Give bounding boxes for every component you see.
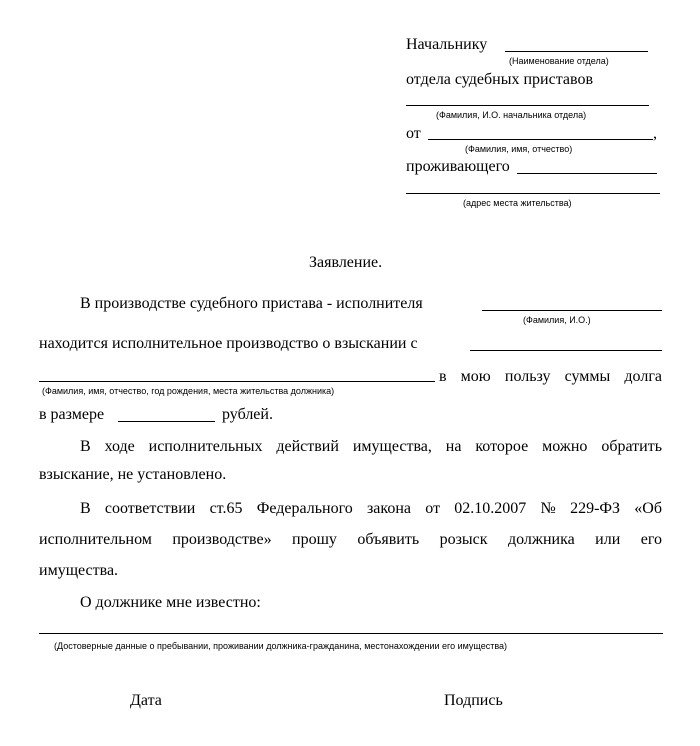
hint-info: (Достоверные данные о пребывании, проживании должника-гражданина, местонахождении его имущества) bbox=[54, 641, 508, 651]
address-blank bbox=[406, 193, 660, 194]
p2-line1: В ходе исполнительных действий имущества, на которое можно обратить bbox=[80, 438, 662, 455]
amount-blank bbox=[118, 421, 215, 422]
p1-line3-end: в мою пользу суммы долга bbox=[439, 368, 662, 385]
p1-start: В производстве судебного пристава - исполнителя bbox=[80, 295, 423, 312]
p3-line1: В соответствии ст.65 Федерального закона от 02.10.2007 № 229-ФЗ «Об bbox=[80, 500, 662, 517]
residing-blank bbox=[517, 173, 657, 174]
from-label: от bbox=[406, 125, 421, 142]
p3-line2: исполнительном производстве» прошу объявить розыск должника или его bbox=[39, 531, 662, 548]
department-blank bbox=[406, 105, 649, 106]
info-blank bbox=[39, 633, 663, 634]
p4: О должнике мне известно: bbox=[80, 594, 261, 611]
hint-debtor: (Фамилия, имя, отчество, год рождения, места жительства должника) bbox=[42, 386, 335, 396]
to-head-label: Начальнику bbox=[406, 36, 488, 53]
applicant-name-blank bbox=[428, 139, 653, 140]
comma: , bbox=[653, 125, 657, 142]
p1-amount-suffix: рублей. bbox=[222, 406, 273, 423]
bailiff-blank bbox=[482, 310, 662, 311]
head-name-blank bbox=[505, 51, 648, 52]
hint-applicant-name: (Фамилия, имя, отчество) bbox=[465, 144, 573, 154]
document-title: Заявление. bbox=[309, 254, 383, 271]
hint-head-name: (Фамилия, И.О. начальника отдела) bbox=[436, 110, 587, 120]
hint-department: (Наименование отдела) bbox=[509, 56, 609, 66]
residing-label: проживающего bbox=[406, 158, 510, 175]
debtor-blank-1 bbox=[470, 350, 662, 351]
p3-line3: имущества. bbox=[39, 562, 119, 579]
p2-line2: взыскание, не установлено. bbox=[39, 466, 227, 483]
p1-amount-prefix: в размере bbox=[39, 406, 105, 423]
hint-bailiff: (Фамилия, И.О.) bbox=[523, 315, 591, 325]
date-label: Дата bbox=[130, 692, 162, 709]
debtor-blank-2 bbox=[39, 381, 435, 382]
p1-line2: находится исполнительное производство о взыскании с bbox=[39, 335, 418, 352]
signature-label: Подпись bbox=[444, 692, 503, 709]
department-line: отдела судебных приставов bbox=[406, 71, 593, 88]
hint-address: (адрес места жительства) bbox=[463, 198, 572, 208]
